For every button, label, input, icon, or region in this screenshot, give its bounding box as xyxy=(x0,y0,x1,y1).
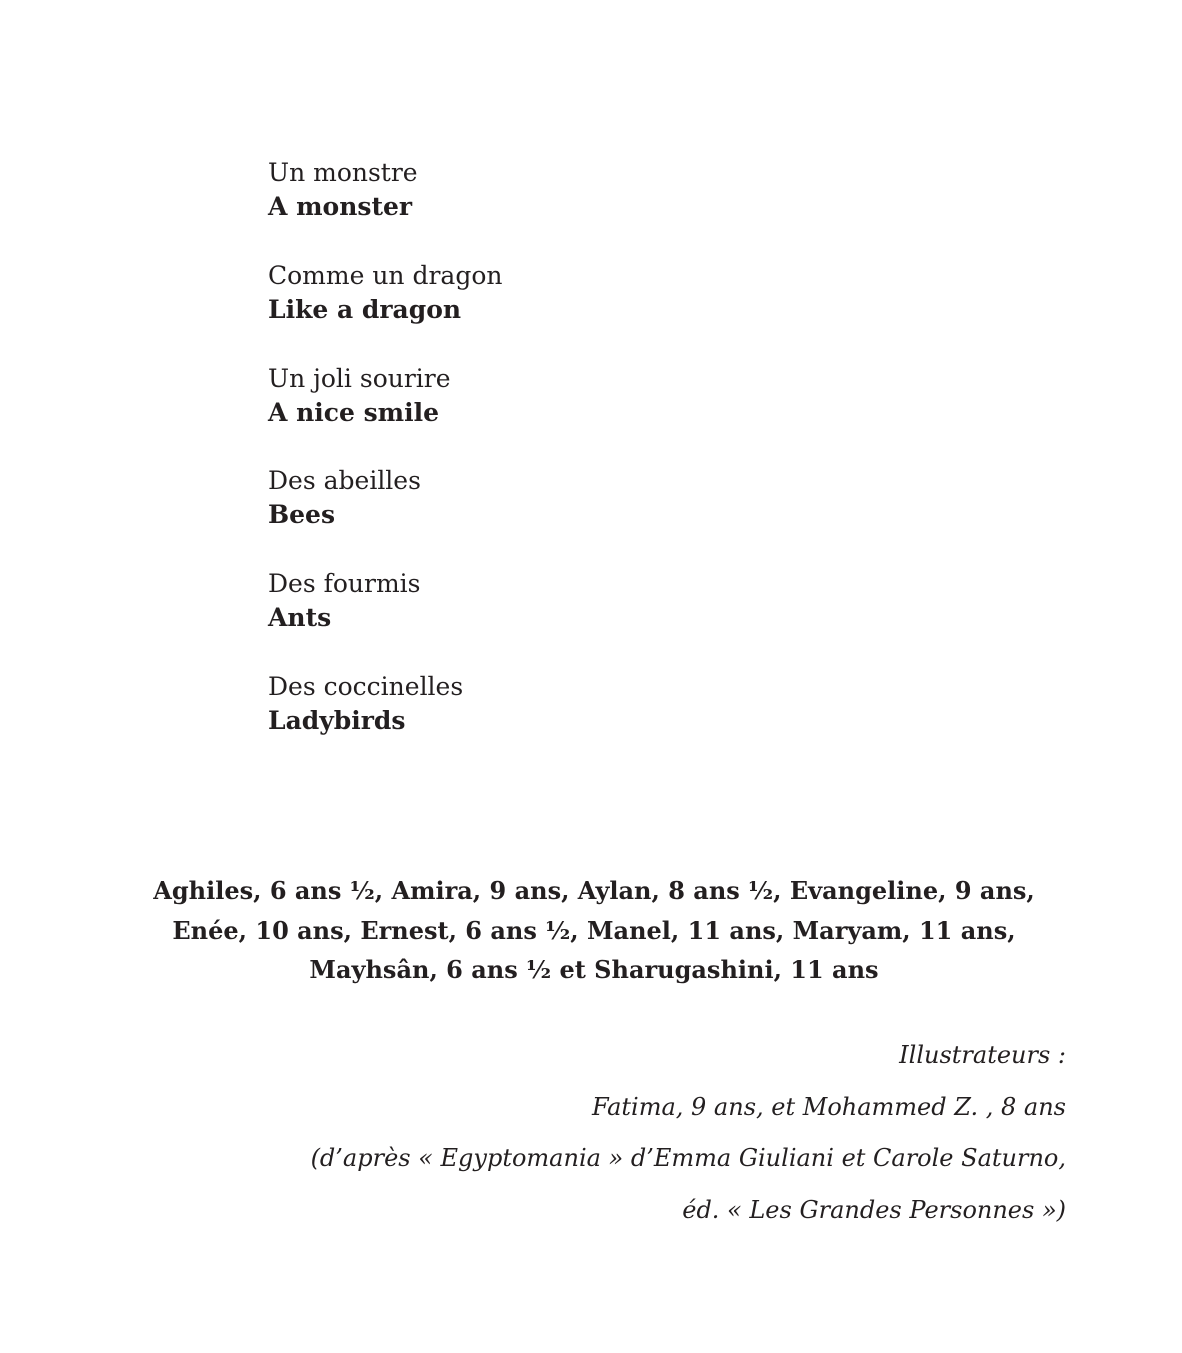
french-term: Un monstre xyxy=(268,158,418,187)
vocab-pair xyxy=(268,567,768,670)
authors-block xyxy=(0,871,1182,990)
credits-block xyxy=(166,1030,1066,1237)
french-term: Des fourmis xyxy=(268,569,421,599)
authors-line: Aghiles, 6 ans ½, Amira, 9 ans, Aylan, 8 ans ½, Evangeline, 9 ans, xyxy=(153,876,1035,905)
english-term: Ladybirds xyxy=(268,705,406,735)
authors-line: Mayhsân, 6 ans ½ et Sharugashini, 11 ans xyxy=(309,955,879,984)
english-term: A nice smile xyxy=(268,397,440,427)
french-term: Des abeilles xyxy=(268,466,421,496)
authors-line: Enée, 10 ans, Ernest, 6 ans ½, Manel, 11 ans, Maryam, 11 ans, xyxy=(172,915,1016,945)
english-term: Ants xyxy=(268,603,332,633)
vocab-pair xyxy=(268,156,768,259)
illustrators-heading: Illustrateurs : xyxy=(899,1041,1066,1069)
source-citation-line: éd. « Les Grandes Personnes ») xyxy=(682,1196,1066,1225)
french-term: Un joli sourire xyxy=(268,363,451,393)
english-term: Bees xyxy=(268,500,336,530)
vocab-pair xyxy=(268,362,768,465)
english-term: A monster xyxy=(268,192,413,221)
french-term: Comme un dragon xyxy=(268,260,503,290)
vocabulary-list xyxy=(268,156,768,773)
vocab-pair xyxy=(268,464,768,567)
vocab-pair xyxy=(268,670,768,773)
vocab-pair xyxy=(268,259,768,362)
english-term: Like a dragon xyxy=(268,294,462,324)
french-term: Des coccinelles xyxy=(268,671,464,701)
source-citation-line: (d’après « Egyptomania » d’Emma Giuliani et Carole Saturno, xyxy=(310,1144,1066,1173)
illustrators-names: Fatima, 9 ans, et Mohammed Z. , 8 ans xyxy=(592,1092,1066,1121)
